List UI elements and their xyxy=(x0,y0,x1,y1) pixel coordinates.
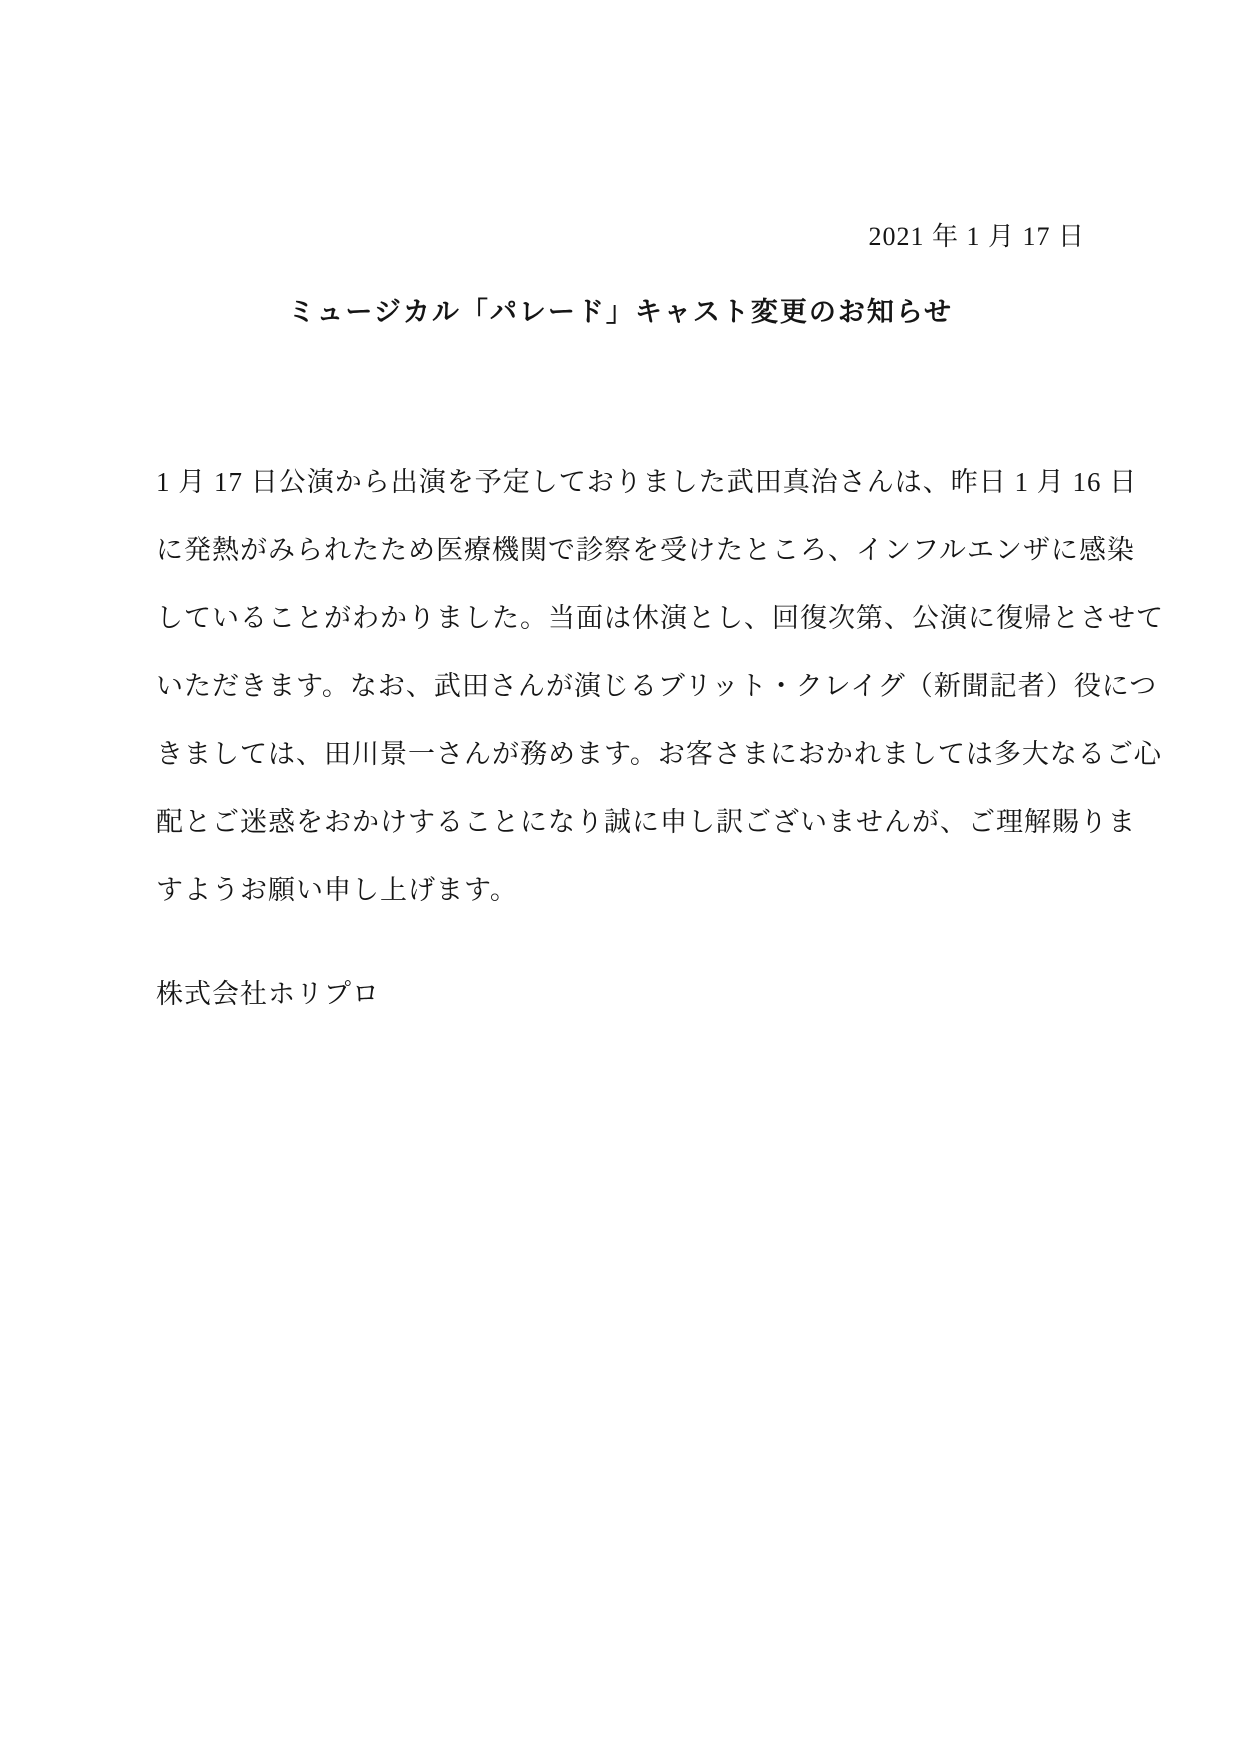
document-title: ミュージカル「パレード」キャスト変更のお知らせ xyxy=(287,297,954,327)
body-line: きましては、田川景一さんが務めます。お客さまにおかれましては多大なるご心 xyxy=(156,739,1162,769)
body-line: 配とご迷惑をおかけすることになり誠に申し訳ございませんが、ご理解賜りま xyxy=(156,807,1136,837)
body-line: すようお願い申し上げます。 xyxy=(156,875,518,905)
body-line: していることがわかりました。当面は休演とし、回復次第、公演に復帰とさせて xyxy=(156,603,1164,633)
document-date: 2021 年 1 月 17 日 xyxy=(868,222,1085,251)
body-line: に発熱がみられたため医療機関で診察を受けたところ、インフルエンザに感染 xyxy=(156,535,1135,565)
body-line: いただきます。なお、武田さんが演じるブリット・クレイグ（新聞記者）役につ xyxy=(156,671,1158,701)
company-signature: 株式会社ホリプロ xyxy=(156,979,380,1009)
body-line: 1 月 17 日公演から出演を予定しておりました武田真治さんは、昨日 1 月 16 日 xyxy=(156,467,1138,497)
document-body xyxy=(156,448,1164,924)
